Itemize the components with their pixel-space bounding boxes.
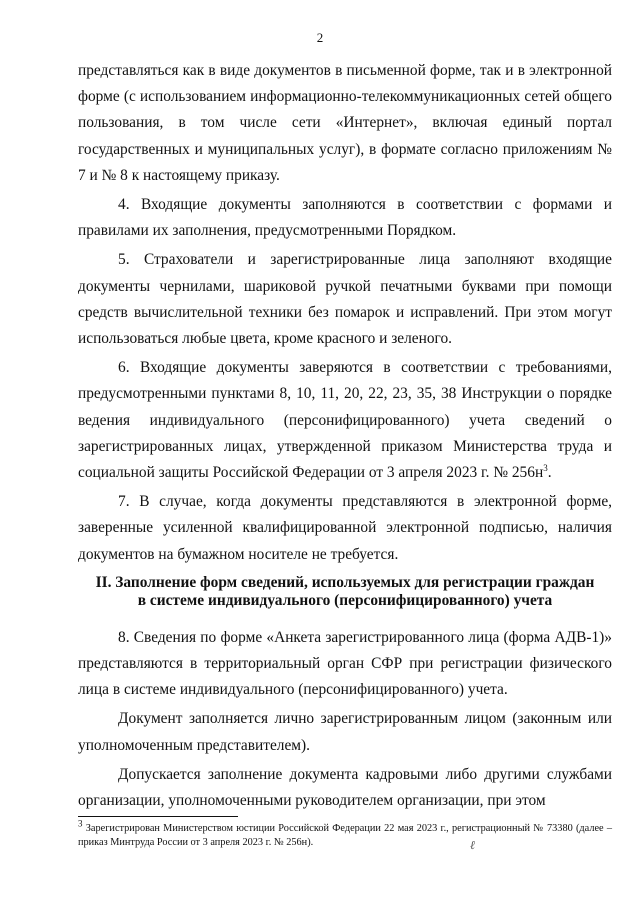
- paragraph-8-allowed: Допускается заполнение документа кадровыми либо другими службами организации, уполномоченными руководителем организации, при этом: [78, 765, 612, 810]
- paragraph-4: 4. Входящие документы заполняются в соответствии с формами и правилами их заполнения, предусмотренными Порядком.: [78, 196, 612, 240]
- paragraph-8: 8. Сведения по форме «Анкета зарегистрированного лица (форма АДВ-1)» представляются в территориальный орган СФР при регистрации физического лица в системе индивидуального (персонифицированного) учета.: [78, 628, 612, 699]
- section-heading: [78, 574, 612, 610]
- handwritten-mark: ℓ: [470, 838, 475, 852]
- paragraph-8-fill-by: Документ заполняется лично зарегистрированным лицом (законным или уполномоченным представителем).: [78, 710, 612, 754]
- footnote: [78, 818, 613, 850]
- section-heading-line-2: в системе индивидуального (персонифицированного) учета: [137, 591, 553, 609]
- footnote-divider: [78, 816, 238, 817]
- footnote-text: Зарегистрирован Министерством юстиции Российской Федерации 22 мая 2023 г., регистрационный № 73380 (далее – приказ Минтруда России от 3 апреля 2023 г. № 256н).: [78, 823, 613, 848]
- document-body: [78, 58, 612, 817]
- paragraph-6: [78, 355, 612, 486]
- paragraph-7: 7. В случае, когда документы представляются в электронной форме, заверенные усиленной квалифицированной электронной подписью, наличия документов на бумажном носителе не требуется.: [78, 493, 612, 563]
- page-number: 2: [316, 30, 324, 45]
- section-heading-line-1: II. Заполнение форм сведений, используемых для регистрации граждан: [95, 573, 595, 591]
- paragraph-continuation: представляться как в виде документов в письменной форме, так и в электронной форме (с использованием информационно-телекоммуникационных сетей общего пользования, в том числе сети «Интернет», включая единый портал государственных и муниципальных услуг), в формате согласно приложениям № 7 и № 8 к настоящему приказу.: [78, 62, 612, 184]
- footnote-reference: 3: [543, 462, 548, 473]
- paragraph-6-end: .: [547, 464, 552, 482]
- paragraph-6-text: 6. Входящие документы заверяются в соответствии с требованиями, предусмотренными пунктами 8, 10, 11, 20, 22, 23, 35, 38 Инструкции о порядке ведения индивидуального (персонифицированного) учета сведений о зарегистрированных лицах, утвержденной приказом Министерства труда и социальной защиты Российской Федерации от 3 апреля 2023 г. № 256н: [78, 359, 612, 482]
- paragraph-5: 5. Страхователи и зарегистрированные лица заполняют входящие документы чернилами, шариковой ручкой печатными буквами при помощи средств вычислительной техники без помарок и исправлений. При этом могут использоваться любые цвета, кроме красного и зеленого.: [78, 251, 612, 348]
- footnote-marker: 3: [78, 818, 83, 829]
